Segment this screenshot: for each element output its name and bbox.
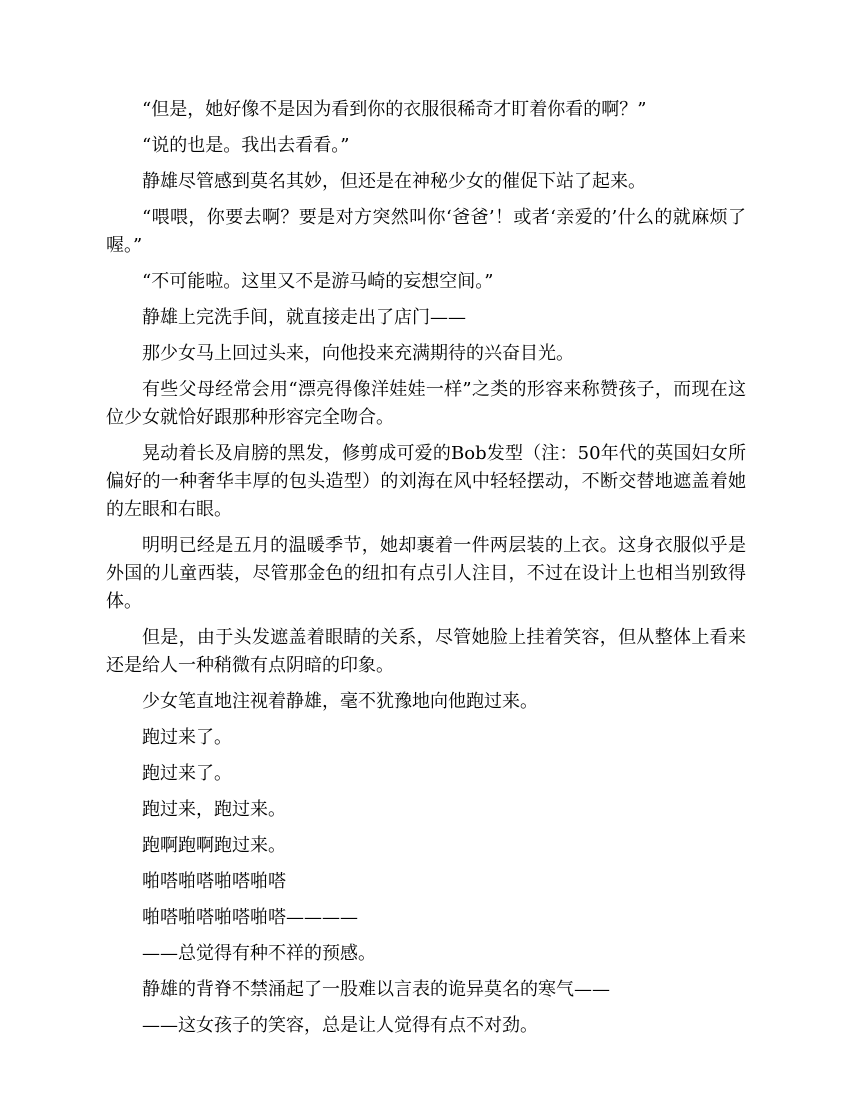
paragraph: 有些父母经常会用“漂亮得像洋娃娃一样”之类的形容来称赞孩子，而现在这位少女就恰好跟那种形容完全吻合。: [106, 379, 746, 428]
paragraph: 啪嗒啪嗒啪嗒啪嗒: [142, 871, 286, 892]
paragraph: 跑过来了。: [142, 763, 232, 784]
paragraph: “不可能啦。这里又不是游马崎的妄想空间。”: [142, 271, 494, 292]
paragraph: ——这女孩子的笑容，总是让人觉得有点不对劲。: [142, 1015, 538, 1036]
paragraph: 明明已经是五月的温暖季节，她却裹着一件两层装的上衣。这身衣服似乎是外国的儿童西装，尽管那金色的纽扣有点引人注目，不过在设计上也相当别致得体。: [106, 535, 746, 612]
paragraph: “喂喂，你要去啊？要是对方突然叫你‘爸爸’！或者‘亲爱的’什么的就麻烦了喔。”: [106, 207, 746, 256]
paragraph: 跑过来，跑过来。: [142, 799, 286, 820]
paragraph: “但是，她好像不是因为看到你的衣服很稀奇才盯着你看的啊？”: [142, 99, 647, 120]
paragraph: 但是，由于头发遮盖着眼睛的关系，尽管她脸上挂着笑容，但从整体上看来还是给人一种稍微有点阴暗的印象。: [106, 627, 746, 676]
paragraph: 少女笔直地注视着静雄，毫不犹豫地向他跑过来。: [142, 691, 538, 712]
paragraph: 静雄的背脊不禁涌起了一股难以言表的诡异莫名的寒气——: [142, 979, 610, 1000]
paragraph: 静雄尽管感到莫名其妙，但还是在神秘少女的催促下站了起来。: [142, 171, 646, 192]
paragraph: 啪嗒啪嗒啪嗒啪嗒————: [142, 907, 358, 928]
paragraph: 跑啊跑啊跑过来。: [142, 835, 286, 856]
paragraph: “说的也是。我出去看看。”: [142, 135, 350, 156]
paragraph: 跑过来了。: [142, 727, 232, 748]
paragraph: ——总觉得有种不祥的预感。: [142, 943, 376, 964]
paragraph: 晃动着长及肩膀的黑发，修剪成可爱的Bob发型（注：50年代的英国妇女所偏好的一种奢华丰厚的包头造型）的刘海在风中轻轻摆动，不断交替地遮盖着她的左眼和右眼。: [106, 443, 746, 520]
paragraph: 那少女马上回过头来，向他投来充满期待的兴奋目光。: [142, 343, 574, 364]
paragraph: 静雄上完洗手间，就直接走出了店门——: [142, 307, 466, 328]
